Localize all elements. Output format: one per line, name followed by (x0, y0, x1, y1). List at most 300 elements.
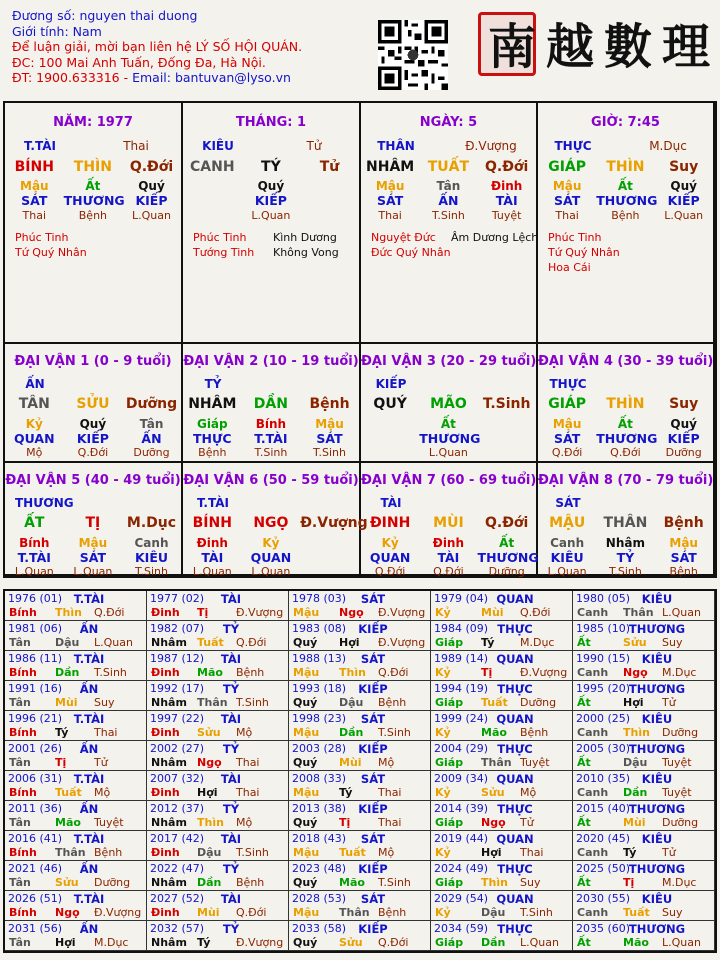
year-cell (147, 651, 289, 681)
year-cell (289, 711, 431, 741)
year-can: Mậu (293, 666, 320, 679)
pillar-state: Thai (123, 139, 149, 153)
year-ten-god: THƯƠNG (628, 622, 686, 636)
pillar-chi: THÌN (73, 159, 112, 175)
year-ten-god: TỶ (222, 802, 240, 816)
year-ten-god: THƯƠNG (628, 802, 686, 816)
life-stage: L.Quan (192, 565, 232, 578)
life-stage: Q.Đới (374, 565, 406, 578)
year-ten-god: THƯƠNG (628, 922, 686, 936)
pillar-chi: TÝ (261, 159, 281, 175)
ten-god: ẤN (438, 193, 459, 208)
special-star: Tướng Tinh (193, 246, 255, 259)
year-label: 2006 (31) (8, 772, 63, 785)
year-ten-god: QUAN (496, 832, 534, 846)
year-stage: Dưỡng (662, 816, 699, 829)
year-ten-god: KIÊU (641, 892, 673, 906)
year-label: 2032 (57) (150, 922, 205, 935)
year-chi: Tuất (55, 786, 82, 799)
year-chi: Tị (481, 666, 493, 679)
year-label: 2004 (29) (434, 742, 489, 755)
hidden-stem: Giáp (196, 417, 228, 431)
dv-cycle: T.Sinh (482, 396, 531, 412)
pillar-star: THỰC (554, 139, 592, 153)
year-ten-god: THỰC (497, 682, 533, 696)
life-stage: Q.Đới (77, 446, 109, 459)
ten-god: KIÊU (134, 550, 169, 565)
year-label: 1993 (18) (292, 682, 347, 695)
year-label: 2034 (59) (434, 922, 489, 935)
year-chi: Dậu (623, 756, 648, 769)
year-chi: Mùi (481, 606, 504, 619)
year-ten-god: KIÊU (641, 592, 673, 606)
year-label: 2021 (46) (8, 862, 63, 875)
year-chi: Tý (481, 636, 495, 649)
year-label: 2033 (58) (292, 922, 347, 935)
year-chi: Tị (623, 876, 635, 889)
dv-chi: TỊ (85, 515, 101, 531)
year-chi: Tý (55, 726, 69, 739)
special-star: Phúc Tinh (548, 231, 602, 244)
hidden-stem: Tân (436, 179, 461, 193)
special-star: Kình Dương (273, 231, 337, 244)
year-can: Bính (9, 906, 37, 919)
year-can: Canh (577, 726, 609, 739)
pillar-title: NGÀY: 5 (419, 115, 478, 130)
life-stage: Bệnh (78, 209, 108, 222)
year-cell (573, 771, 715, 801)
year-ten-god: T.TÀI (73, 592, 105, 606)
year-ten-god: QUAN (496, 712, 534, 726)
hidden-stem: Mậu (669, 536, 698, 550)
year-can: Kỷ (435, 606, 451, 619)
pillar-chi: TUẤT (427, 159, 470, 175)
year-chi: Mùi (55, 696, 78, 709)
year-stage: Thai (378, 816, 402, 829)
year-cell (5, 651, 147, 681)
ten-god: KIẾP (667, 431, 700, 446)
year-can: Quý (293, 636, 318, 649)
year-stage: Đ.Vượng (94, 906, 142, 919)
year-label: 1997 (22) (150, 712, 205, 725)
year-cell (431, 621, 573, 651)
year-stage: Tử (662, 846, 676, 859)
year-can: Đinh (151, 786, 180, 799)
year-cell (147, 681, 289, 711)
dai-van-title: ĐẠI VẬN 8 (70 - 79 tuổi) (538, 473, 714, 488)
year-ten-god: TỶ (222, 742, 240, 756)
special-star: Đức Quý Nhân (371, 246, 451, 259)
special-star: Nguyệt Đức (371, 231, 436, 244)
year-cell (289, 891, 431, 921)
year-cell (289, 861, 431, 891)
ten-god: THƯƠNG (596, 193, 658, 208)
dai-van-star: T.TÀI (197, 496, 229, 510)
dv-chi: SỬU (76, 396, 110, 412)
year-label: 2029 (54) (434, 892, 489, 905)
pillar-2 (361, 103, 538, 344)
year-label: 2022 (47) (150, 862, 205, 875)
year-can: Canh (577, 846, 609, 859)
year-can: Nhâm (151, 636, 187, 649)
hidden-stem: Kỷ (25, 417, 43, 431)
year-chi: Mùi (339, 756, 362, 769)
year-can: Tân (9, 936, 31, 949)
year-label: 1996 (21) (8, 712, 63, 725)
year-stage: Mộ (236, 816, 253, 829)
year-can: Bính (9, 606, 37, 619)
year-can: Quý (293, 936, 318, 949)
hidden-stem: Quý (257, 179, 285, 193)
pillar-cycle: Suy (669, 159, 699, 175)
hidden-stem: Nhâm (605, 536, 645, 550)
year-label: 2007 (32) (150, 772, 205, 785)
dv-can: NHÂM (188, 396, 237, 412)
year-can: Ất (577, 816, 591, 829)
year-cell (5, 681, 147, 711)
pillar-star: T.TÀI (24, 139, 56, 153)
dai-van-2 (183, 344, 361, 463)
pillar-title: GIỜ: 7:45 (591, 115, 660, 130)
year-can: Ất (577, 636, 591, 649)
year-cell (431, 891, 573, 921)
annual-luck-table (3, 589, 717, 953)
year-ten-god: T.TÀI (73, 712, 105, 726)
year-stage: L.Quan (94, 636, 133, 649)
year-stage: Tuyệt (662, 756, 692, 769)
year-chi: Thìn (623, 726, 650, 739)
year-can: Đinh (151, 906, 180, 919)
year-can: Đinh (151, 666, 180, 679)
year-chi: Dậu (481, 906, 506, 919)
dv-chi: THÌN (606, 396, 645, 412)
year-stage: Bệnh (236, 876, 265, 889)
year-label: 1980 (05) (576, 592, 631, 605)
ten-god: T.TÀI (17, 550, 51, 565)
year-label: 1978 (03) (292, 592, 347, 605)
year-ten-god: KIÊU (641, 652, 673, 666)
year-cell (147, 621, 289, 651)
dai-van-star: ẤN (25, 377, 45, 391)
dai-van-3 (361, 344, 538, 463)
special-star: Tứ Quý Nhân (15, 246, 87, 259)
address: ĐC: 100 Mai Anh Tuấn, Đống Đa, Hà Nội. (12, 54, 266, 70)
special-star: Hoa Cái (548, 261, 591, 274)
ten-god: ẤN (141, 431, 162, 446)
year-stage: L.Quan (662, 606, 701, 619)
year-stage: Tuyệt (520, 756, 550, 769)
year-ten-god: TÀI (220, 652, 242, 666)
dv-cycle: Q.Đới (484, 515, 529, 531)
year-ten-god: T.TÀI (73, 772, 105, 786)
year-can: Tân (9, 696, 31, 709)
year-stage: Mộ (94, 786, 111, 799)
year-chi: Mùi (623, 816, 646, 829)
ten-god: SÁT (670, 550, 697, 565)
dai-van-5 (5, 463, 183, 576)
year-chi: Thân (197, 696, 228, 709)
year-chi: Sửu (339, 936, 363, 949)
year-can: Canh (577, 786, 609, 799)
year-cell (289, 651, 431, 681)
hidden-stem: Đinh (491, 179, 523, 193)
ten-god: QUAN (250, 550, 292, 565)
year-label: 2031 (56) (8, 922, 63, 935)
year-label: 2011 (36) (8, 802, 63, 815)
year-cell (289, 831, 431, 861)
life-stage: L.Quan (251, 209, 291, 222)
year-ten-god: KIẾP (358, 862, 388, 876)
hidden-stem: Canh (134, 536, 169, 550)
pillar-can: CANH (190, 159, 235, 175)
year-chi: Hợi (623, 696, 644, 709)
dv-cycle: M.Dục (126, 515, 177, 531)
year-cell (147, 591, 289, 621)
special-star: Phúc Tinh (15, 231, 69, 244)
year-ten-god: T.TÀI (73, 892, 105, 906)
year-stage: T.Sinh (520, 906, 553, 919)
year-stage: Tử (520, 816, 534, 829)
email[interactable]: Email: bantuvan@lyso.vn (132, 70, 291, 85)
year-ten-god: ẤN (79, 862, 99, 876)
year-stage: Tử (662, 696, 676, 709)
year-can: Ất (577, 756, 591, 769)
year-stage: Đ.Vượng (236, 936, 284, 949)
year-cell (431, 801, 573, 831)
year-cell (147, 891, 289, 921)
year-cell (573, 681, 715, 711)
ten-god: SÁT (79, 550, 106, 565)
year-stage: L.Quan (520, 936, 559, 949)
hidden-stem: Mậu (20, 179, 49, 193)
year-can: Kỷ (435, 846, 451, 859)
year-chi: Thân (481, 756, 512, 769)
year-ten-god: QUAN (496, 592, 534, 606)
year-label: 1981 (06) (8, 622, 63, 635)
year-label: 2020 (45) (576, 832, 631, 845)
year-chi: Thìn (55, 606, 82, 619)
life-stage: Bệnh (611, 209, 640, 222)
year-stage: Suy (94, 696, 115, 709)
year-ten-god: TÀI (220, 832, 242, 846)
year-chi: Hợi (481, 846, 502, 859)
special-star: Phúc Tinh (193, 231, 247, 244)
hidden-stem: Quý (670, 179, 697, 193)
year-cell (431, 831, 573, 861)
year-can: Ất (577, 696, 591, 709)
year-can: Mậu (293, 846, 320, 859)
year-ten-god: T.TÀI (73, 832, 105, 846)
year-label: 2026 (51) (8, 892, 63, 905)
year-label: 2005 (30) (576, 742, 631, 755)
pillar-state: Đ.Vượng (465, 139, 517, 153)
year-label: 1995 (20) (576, 682, 631, 695)
year-cell (5, 861, 147, 891)
dai-van-7 (361, 463, 538, 576)
year-ten-god: KIÊU (641, 832, 673, 846)
life-stage: L.Quan (251, 565, 291, 578)
pillar-can: GIÁP (548, 159, 587, 175)
year-cell (573, 741, 715, 771)
year-can: Đinh (151, 606, 180, 619)
pillar-cycle: Q.Đới (129, 159, 174, 175)
year-chi: Mão (481, 726, 507, 739)
year-stage: Bệnh (378, 906, 407, 919)
year-ten-god: ẤN (79, 742, 99, 756)
brand-logo (478, 8, 720, 78)
year-can: Bính (9, 846, 37, 859)
hidden-stem: Quý (138, 179, 165, 193)
life-stage: Thai (22, 209, 47, 222)
year-can: Canh (577, 666, 609, 679)
year-can: Giáp (435, 636, 464, 649)
dv-can: BÍNH (192, 515, 232, 531)
year-chi: Thìn (197, 816, 224, 829)
year-label: 1979 (04) (434, 592, 489, 605)
pillar-cycle: Tử (319, 159, 340, 175)
dai-van-4 (538, 344, 715, 463)
dv-cycle: Đ.Vượng (300, 515, 368, 531)
hidden-stem: Đinh (432, 536, 465, 550)
dai-van-title: ĐẠI VẬN 1 (0 - 9 tuổi) (14, 354, 172, 369)
year-can: Nhâm (151, 876, 187, 889)
year-ten-god: THỰC (497, 742, 533, 756)
year-stage: Thai (94, 726, 118, 739)
year-can: Canh (577, 906, 609, 919)
year-can: Giáp (435, 936, 464, 949)
owner-name: nguyen thai duong (79, 8, 198, 23)
year-label: 1984 (09) (434, 622, 489, 635)
year-cell (5, 741, 147, 771)
year-can: Ất (577, 876, 591, 889)
year-stage: Bệnh (520, 726, 549, 739)
dv-cycle: Bệnh (309, 396, 350, 412)
hidden-stem: Mậu (552, 179, 582, 193)
year-label: 2035 (60) (576, 922, 631, 935)
dv-can: TÂN (18, 396, 50, 412)
ten-god: THƯƠNG (477, 550, 539, 565)
life-stage: Q.Đới (610, 446, 641, 459)
year-cell (431, 741, 573, 771)
hidden-stem: Ất (499, 536, 515, 550)
year-stage: Dưỡng (520, 696, 557, 709)
year-label: 2015 (40) (576, 802, 631, 815)
year-stage: Thai (378, 786, 402, 799)
year-stage: Thai (236, 786, 260, 799)
year-stage: Bệnh (236, 666, 265, 679)
year-cell (431, 591, 573, 621)
year-cell (147, 801, 289, 831)
gender-value: Nam (72, 23, 102, 39)
year-cell (5, 771, 147, 801)
year-cell (431, 921, 573, 951)
year-cell (289, 921, 431, 951)
year-chi: Ngọ (623, 666, 648, 679)
year-chi: Ngọ (197, 756, 222, 769)
pillar-chi: THÌN (606, 159, 645, 175)
pillar-cycle: Q.Đới (484, 159, 529, 175)
year-label: 1990 (15) (576, 652, 631, 665)
dai-van-title: ĐẠI VẬN 6 (50 - 59 tuổi) (183, 473, 359, 488)
year-label: 2025 (50) (576, 862, 631, 875)
pillar-can: NHÂM (366, 159, 415, 175)
year-can: Tân (9, 756, 31, 769)
year-ten-god: THỰC (497, 622, 533, 636)
year-can: Quý (293, 876, 318, 889)
pillar-star: KIÊU (202, 139, 234, 153)
year-stage: Q.Đới (378, 936, 409, 949)
pillar-star: THÂN (377, 139, 415, 153)
dv-chi: MÙI (433, 515, 464, 531)
life-stage: Bệnh (198, 446, 227, 459)
year-ten-god: T.TÀI (73, 652, 105, 666)
hidden-stem: Tân (139, 417, 164, 431)
life-stage: Tuyệt (491, 209, 522, 222)
dai-van-star: KIẾP (375, 377, 407, 391)
hidden-stem: Quý (79, 417, 107, 431)
hidden-stem: Ất (85, 179, 101, 193)
dv-cycle: Dưỡng (125, 396, 178, 412)
year-cell (573, 621, 715, 651)
year-stage: Q.Đới (236, 906, 267, 919)
year-ten-god: ẤN (79, 922, 99, 936)
contact-note: Để luận giải, mời bạn liên hệ LÝ SỐ HỘI QUÁN. (12, 39, 303, 54)
year-chi: Tị (197, 606, 209, 619)
year-chi: Dần (339, 726, 364, 739)
year-chi: Hợi (55, 936, 76, 949)
year-stage: M.Dục (520, 636, 555, 649)
year-ten-god: SÁT (360, 592, 386, 606)
special-star: Tứ Quý Nhân (548, 246, 620, 259)
year-chi: Tuất (339, 846, 366, 859)
dv-can: ẤT (24, 515, 45, 531)
year-chi: Dậu (55, 636, 80, 649)
year-ten-god: QUAN (496, 892, 534, 906)
hidden-stem: Quý (670, 417, 697, 431)
year-label: 2001 (26) (8, 742, 63, 755)
dai-van-star: TÀI (380, 496, 402, 510)
ten-god: SÁT (21, 193, 48, 208)
ten-god: KIẾP (76, 431, 109, 446)
hidden-stem: Ất (440, 417, 456, 431)
year-can: Quý (293, 816, 318, 829)
year-stage: Mộ (378, 846, 395, 859)
year-label: 1992 (17) (150, 682, 205, 695)
life-stage: L.Quan (73, 565, 113, 578)
year-label: 1999 (24) (434, 712, 489, 725)
year-chi: Mùi (197, 906, 220, 919)
year-stage: Mộ (378, 756, 395, 769)
year-stage: Mộ (520, 786, 537, 799)
year-label: 2027 (52) (150, 892, 205, 905)
year-can: Mậu (293, 726, 320, 739)
year-stage: Tuyệt (662, 786, 692, 799)
year-can: Kỷ (435, 906, 451, 919)
year-can: Mậu (293, 906, 320, 919)
header-info (12, 8, 302, 86)
year-ten-god: SÁT (360, 652, 386, 666)
year-ten-god: ẤN (79, 622, 99, 636)
year-ten-god: KIÊU (641, 712, 673, 726)
life-stage: L.Quan (14, 565, 54, 578)
year-chi: Thân (339, 906, 370, 919)
year-chi: Dậu (339, 696, 364, 709)
year-chi: Tý (197, 936, 211, 949)
pillar-title: NĂM: 1977 (53, 115, 133, 130)
year-can: Giáp (435, 696, 464, 709)
year-chi: Ngọ (55, 906, 80, 919)
ten-god: TỶ (616, 550, 635, 565)
